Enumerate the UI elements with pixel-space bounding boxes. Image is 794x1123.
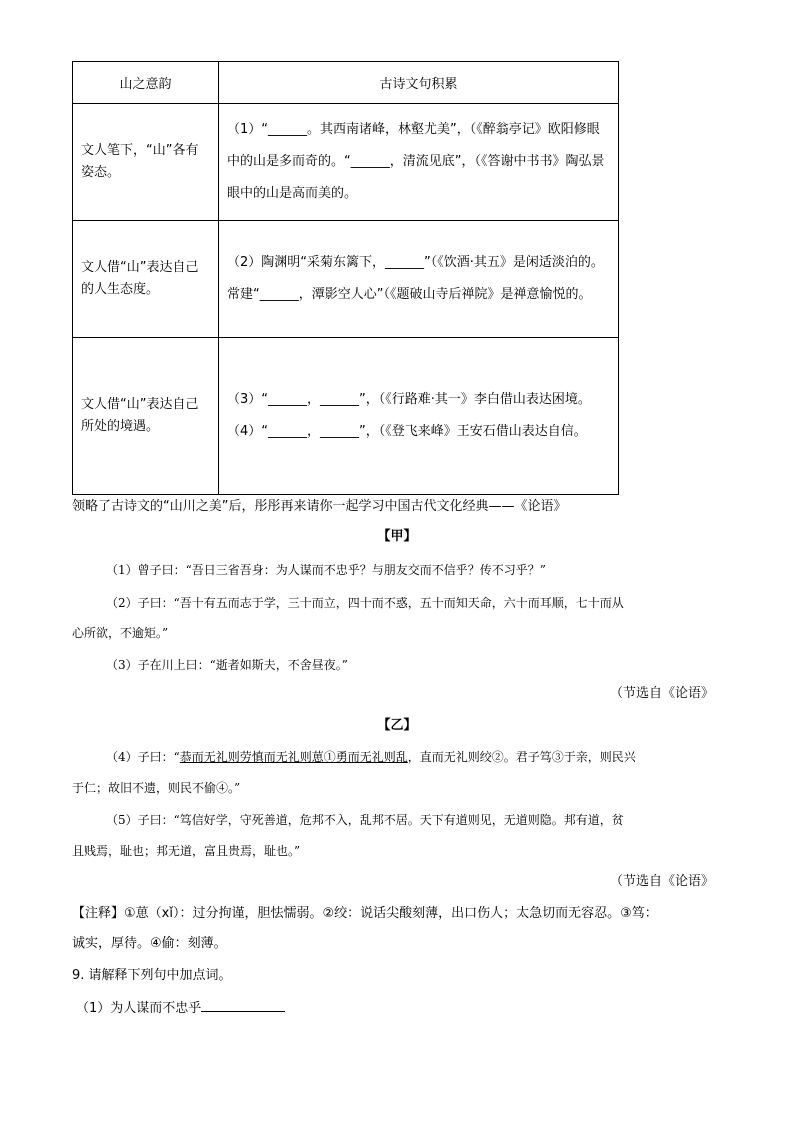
table-row [73, 221, 619, 338]
question-item-1 [76, 997, 285, 1019]
yi-p4-prefix: （4）子曰：“ [106, 750, 180, 764]
table-cell-content [219, 338, 619, 495]
yi-p4-rest: ，直而无礼则绞②。君子笃③于亲，则民兴 [407, 750, 636, 764]
jia-passage-2: （2）子曰：“吾十有五而志于学，三十而立，四十而不惑，五十而知天命，六十而耳顺，七十而从 [106, 596, 624, 610]
yi-source: （节选自《论语》 [609, 874, 714, 889]
jia-passage-3: （3）子在川上曰：“逝者如斯夫，不舍昼夜。” [106, 658, 348, 672]
section-heading-yi: 【乙】 [377, 718, 417, 733]
yi-passage-5-cont: 且贱焉，耻也；邦无道，富且贵焉，耻也。” [72, 844, 301, 858]
table-cell-theme: 文人笔下，“山”各有姿态。 [73, 104, 219, 221]
accumulation-table [72, 61, 619, 495]
jia-source: （节选自《论语》 [609, 686, 714, 701]
table-cell-content: （1）“______。其西南诸峰，林壑尤美”，（《醉翁亭记》欧阳修眼中的山是多而奇的。“______，清流见底”，（《答谢中书书》陶弘景眼中的山是高而美的。 [219, 104, 619, 221]
table-cell-content: （2）陶渊明“采菊东篱下，______”（《饮酒·其五》是闲适淡泊的。常建“______，潭影空人心”（《题破山寺后禅院》是禅意愉悦的。 [219, 221, 619, 338]
notes-line-2: 诚实，厚待。④偷：刻薄。 [72, 936, 227, 951]
yi-passage-5: （5）子曰：“笃信好学，守死善道，危邦不入，乱邦不居。天下有道则见，无道则隐。邦有道，贫 [106, 813, 624, 827]
table-row [73, 338, 619, 495]
table-row [73, 104, 619, 221]
question-stem: 9. 请解释下列句中加点词。 [72, 968, 232, 983]
table-header-right: 古诗文句积累 [219, 62, 619, 104]
intro-text: 领略了古诗文的“山川之美”后，彤彤再来请你一起学习中国古代文化经典——《论语》 [72, 499, 567, 514]
yi-p4-underlined: 恭而无礼则劳慎而无礼则葸①勇而无礼则乱 [179, 750, 408, 764]
yi-passage-4 [106, 747, 636, 767]
yi-passage-4-cont: 于仁；故旧不遗，则民不偷④。” [72, 781, 241, 795]
fill-item-4: （4）“______，______”，（《登飞来峰》王安石借山表达自信。 [227, 424, 587, 439]
table-header-left: 山之意韵 [73, 62, 219, 104]
table-cell-theme: 文人借“山”表达自己的人生态度。 [73, 221, 219, 338]
jia-passage-2-cont: 心所欲，不逾矩。” [72, 626, 169, 640]
jia-passage-1: （1）曾子曰：“吾日三省吾身：为人谋而不忠乎？与朋友交而不信乎？传不习乎？” [106, 563, 546, 577]
fill-item-3: （3）“______，______”，（《行路难·其一》李白借山表达困境。 [227, 392, 591, 407]
answer-blank[interactable] [201, 997, 285, 1012]
section-heading-jia: 【甲】 [377, 529, 417, 544]
table-cell-theme: 文人借“山”表达自己所处的境遇。 [73, 338, 219, 495]
notes-line-1: 【注释】①葸（xǐ）：过分拘谨，胆怯懦弱。②绞：说话尖酸刻薄，出口伤人；太急切而无容忍。③笃： [72, 906, 658, 921]
question-item-1-text: （1）为人谋而不忠乎 [76, 1001, 202, 1016]
